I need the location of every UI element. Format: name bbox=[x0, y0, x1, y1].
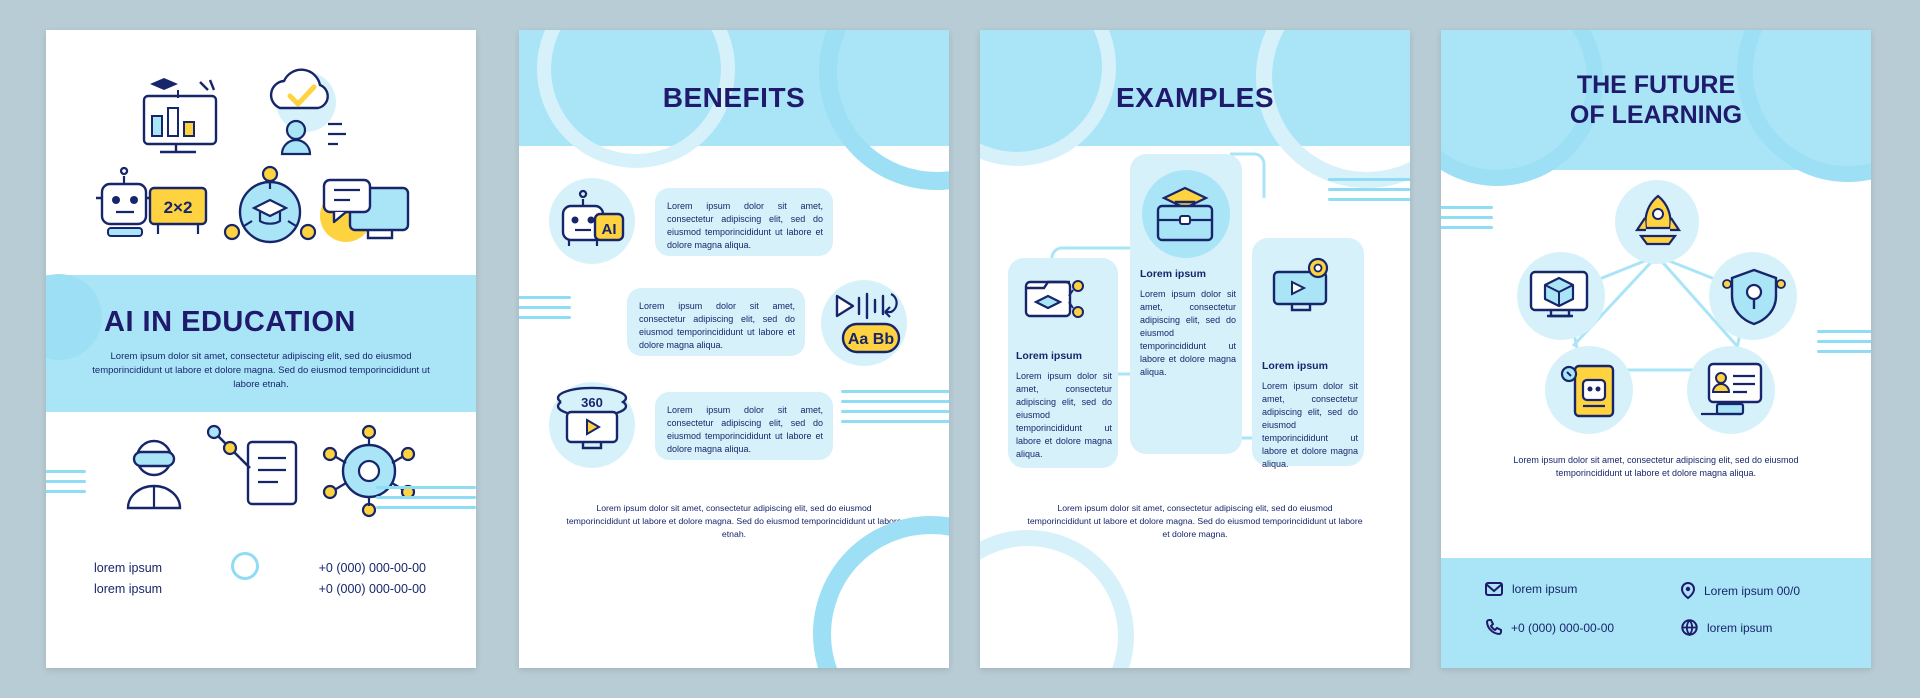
contact-phone-label: +0 (000) 000-00-00 bbox=[1511, 620, 1615, 635]
robot-ai-icon bbox=[561, 192, 627, 250]
page-2 bbox=[519, 30, 949, 668]
phone-icon bbox=[1485, 619, 1502, 636]
contact-address-label: Lorem ipsum 00/0 bbox=[1704, 583, 1801, 598]
user-profile-list-icon bbox=[1699, 362, 1763, 420]
page-1 bbox=[46, 30, 476, 668]
robot-math-icon bbox=[94, 170, 214, 250]
graduation-network-icon bbox=[224, 166, 316, 258]
page1-subtitle: Lorem ipsum dolor sit amet, consectetur adipiscing elit, sed do eiusmod temporincididunt ut labore et dolore magna. Sed do eiusmod temporincididunt ut labore etnah. bbox=[92, 351, 430, 390]
shield-lock-network-icon bbox=[1725, 266, 1783, 328]
decor-lines bbox=[1328, 178, 1410, 208]
contact-website[interactable] bbox=[1681, 619, 1772, 636]
contact-phone-1: +0 (000) 000-00-00 bbox=[318, 561, 426, 575]
page-3 bbox=[980, 30, 1410, 668]
decor-lines bbox=[376, 486, 476, 516]
svg-text:AI: AI bbox=[601, 221, 617, 238]
robot-document-icon bbox=[1559, 360, 1621, 420]
dashboard-chart-icon bbox=[124, 78, 234, 158]
briefcase-graduation-icon bbox=[1154, 184, 1216, 242]
robot-arm-document-icon bbox=[206, 426, 310, 512]
example-text-3: Lorem ipsum dolor sit amet, consectetur adipiscing elit, sed do eiusmod temporincididunt ut labore et dolore magna aliqua. bbox=[1262, 381, 1358, 469]
chat-screen-icon bbox=[314, 170, 424, 250]
mail-icon bbox=[1485, 582, 1503, 596]
page-title: EXAMPLES bbox=[1115, 82, 1275, 113]
page-title-line-1: THE FUTURE bbox=[1576, 71, 1736, 99]
graduation-folder-icon bbox=[1024, 272, 1088, 330]
3d-cube-monitor-icon bbox=[1529, 268, 1591, 326]
page-title: AI IN EDUCATION bbox=[104, 306, 356, 338]
rocket-star-icon bbox=[1629, 192, 1687, 250]
contact-address[interactable] bbox=[1681, 582, 1800, 599]
decor-lines bbox=[841, 390, 949, 430]
page1-top-icons bbox=[46, 30, 476, 275]
contact-phone[interactable] bbox=[1485, 619, 1614, 636]
page-title: BENEFITS bbox=[662, 82, 806, 113]
contact-email-label: lorem ipsum bbox=[1512, 582, 1578, 596]
video-360-icon bbox=[557, 392, 627, 454]
benefit-text-3: Lorem ipsum dolor sit amet, consectetur adipiscing elit, sed do eiusmod temporincididunt ut labore et dolore magna aliqua. bbox=[667, 405, 823, 454]
page1-contact-left bbox=[94, 558, 162, 600]
page3-footer: Lorem ipsum dolor sit amet, consectetur adipiscing elit, sed do eiusmod temporincididunt ut labore et dolore magna. Sed do eiusmod temporincididunt ut labore et dolore magna. bbox=[1027, 503, 1363, 539]
decor-arc bbox=[980, 530, 1134, 668]
page4-body: Lorem ipsum dolor sit amet, consectetur adipiscing elit, sed do eiusmod temporincididunt ut labore et dolore magna aliqua. bbox=[1513, 455, 1799, 478]
svg-text:360: 360 bbox=[581, 395, 603, 410]
location-pin-icon bbox=[1681, 582, 1695, 599]
svg-text:Aa Bb: Aa Bb bbox=[847, 331, 895, 348]
play-gear-screen-icon bbox=[1272, 258, 1338, 316]
vr-student-icon bbox=[114, 430, 194, 514]
page-title-line-2: OF LEARNING bbox=[1569, 101, 1743, 129]
example-heading-3: Lorem ipsum bbox=[1262, 360, 1328, 372]
contact-phone-2: +0 (000) 000-00-00 bbox=[318, 582, 426, 596]
page1-contact-right bbox=[256, 558, 426, 600]
decor-lines bbox=[1817, 330, 1871, 360]
globe-icon bbox=[1681, 619, 1698, 636]
cloud-check-user-icon bbox=[258, 72, 378, 168]
decor-lines bbox=[519, 296, 571, 326]
page4-footer-bar bbox=[1441, 558, 1871, 668]
contact-label-2: lorem ipsum bbox=[94, 582, 163, 596]
example-heading-1: Lorem ipsum bbox=[1016, 350, 1082, 362]
contact-label-1: lorem ipsum bbox=[94, 561, 163, 575]
benefit-text-1: Lorem ipsum dolor sit amet, consectetur adipiscing elit, sed do eiusmod temporincididunt ut labore et dolore magna aliqua. bbox=[667, 201, 823, 250]
language-aabb-icon bbox=[827, 288, 903, 358]
page2-footer: Lorem ipsum dolor sit amet, consectetur adipiscing elit, sed do eiusmod temporincididunt ut labore et dolore magna. Sed do eiusmod temporincididunt ut labore etnah. bbox=[566, 503, 902, 539]
contact-email[interactable] bbox=[1485, 582, 1577, 596]
svg-text:2×2: 2×2 bbox=[163, 198, 193, 217]
page1-bottom-icons bbox=[46, 412, 476, 668]
example-text-2: Lorem ipsum dolor sit amet, consectetur adipiscing elit, sed do eiusmod temporincididunt ut labore et dolore magna aliqua. bbox=[1140, 289, 1236, 377]
decor-circle bbox=[231, 552, 259, 580]
benefit-text-2: Lorem ipsum dolor sit amet, consectetur adipiscing elit, sed do eiusmod temporincididunt ut labore et dolore magna aliqua. bbox=[639, 301, 795, 350]
example-text-1: Lorem ipsum dolor sit amet, consectetur adipiscing elit, sed do eiusmod temporincididunt ut labore et dolore magna aliqua. bbox=[1016, 371, 1112, 459]
page-4 bbox=[1441, 30, 1871, 668]
example-heading-2: Lorem ipsum bbox=[1140, 268, 1206, 280]
decor-lines bbox=[1441, 206, 1493, 236]
contact-website-label: lorem ipsum bbox=[1707, 620, 1773, 635]
decor-lines bbox=[46, 470, 86, 500]
